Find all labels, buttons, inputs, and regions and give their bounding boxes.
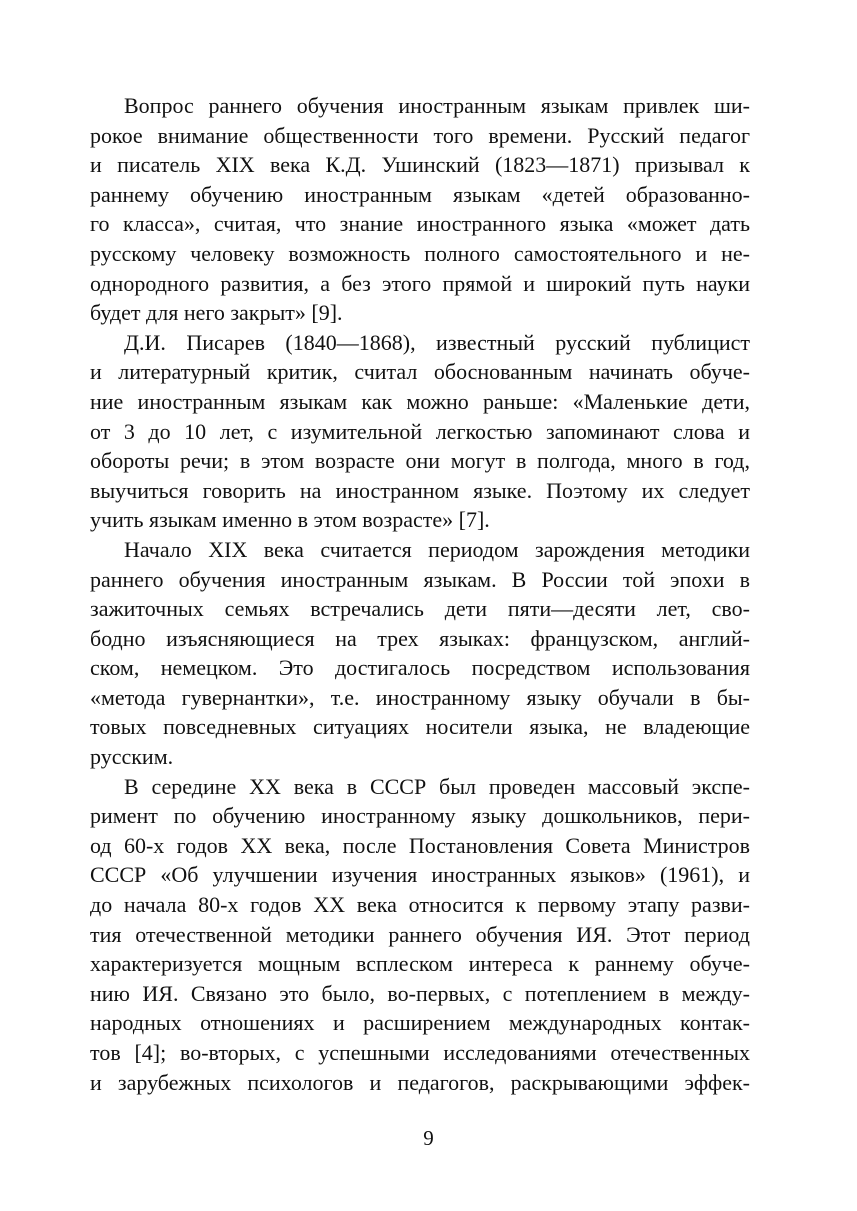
text-line: Д.И. Писарев (1840—1868), известный русский публицист	[124, 329, 750, 355]
text-line: го класса», считая, что знание иностранного языка «может дать	[90, 211, 750, 237]
text-line: и писатель XIX века К.Д. Ушинский (1823—1871) призывал к	[90, 152, 750, 178]
text-line: однородного развития, а без этого прямой и широкий путь науки	[90, 270, 750, 296]
text-line: товых повседневных ситуациях носители языка, не владеющие	[90, 714, 750, 740]
text-line: од 60-х годов XX века, после Постановления Совета Министров	[90, 832, 750, 858]
text-line: учить языкам именно в этом возрасте» [7].	[90, 507, 490, 533]
text-line: раннему обучению иностранным языкам «детей образованно-	[90, 181, 750, 207]
text-line: характеризуется мощным всплеском интереса к раннему обуче-	[90, 951, 750, 977]
page-number: 9	[423, 1126, 434, 1150]
text-line: ние иностранным языкам как можно раньше: «Маленькие дети,	[90, 388, 750, 414]
text-line: тия отечественной методики раннего обучения ИЯ. Этот период	[90, 921, 750, 947]
text-line: русскому человеку возможность полного самостоятельного и не-	[90, 240, 750, 266]
text-line: до начала 80-х годов XX века относится к первому этапу разви-	[90, 892, 750, 918]
text-line: тов [4]; во-вторых, с успешными исследованиями отечественных	[90, 1040, 750, 1065]
text-line: народных отношениях и расширением международных контак-	[90, 1010, 750, 1036]
text-line: рокое внимание общественности того времени. Русский педагог	[90, 122, 750, 148]
text-line: нию ИЯ. Связано это было, во-первых, с потеплением в между-	[90, 980, 750, 1006]
paragraph	[90, 91, 750, 328]
text-line: раннего обучения иностранным языкам. В России той эпохи в	[90, 566, 750, 592]
text-line: от 3 до 10 лет, с изумительной легкостью запоминают слова и	[90, 418, 750, 444]
text-line: и зарубежных психологов и педагогов, раскрывающими эффек-	[90, 1069, 750, 1095]
text-line: В середине XX века в СССР был проведен массовый экспе-	[124, 773, 750, 799]
text-line: зажиточных семьях встречались дети пяти—десяти лет, сво-	[90, 596, 750, 622]
text-line: СССР «Об улучшении изучения иностранных языков» (1961), и	[90, 862, 750, 888]
body-text	[90, 91, 750, 1097]
text-line: римент по обучению иностранному языку дошкольников, пери-	[90, 803, 750, 829]
text-line: русским.	[90, 744, 174, 770]
text-line: Начало XIX века считается периодом зарождения методики	[124, 536, 750, 562]
text-line: Вопрос раннего обучения иностранным языкам привлек ши-	[124, 93, 750, 118]
paragraph	[90, 535, 750, 772]
text-line: обороты речи; в этом возрасте они могут в полгода, много в год,	[90, 448, 750, 474]
text-line: «метода гувернантки», т.е. иностранному языку обучали в бы-	[90, 684, 750, 710]
text-line: выучиться говорить на иностранном языке. Поэтому их следует	[90, 477, 750, 503]
text-line: ском, немецком. Это достигалось посредством использования	[90, 655, 750, 681]
text-line: будет для него закрыт» [9].	[90, 300, 343, 326]
text-line: и литературный критик, считал обоснованным начинать обуче-	[90, 359, 750, 385]
paragraph	[90, 328, 750, 535]
paragraph	[90, 772, 750, 1098]
text-line: бодно изъясняющиеся на трех языках: французском, англий-	[90, 625, 750, 651]
